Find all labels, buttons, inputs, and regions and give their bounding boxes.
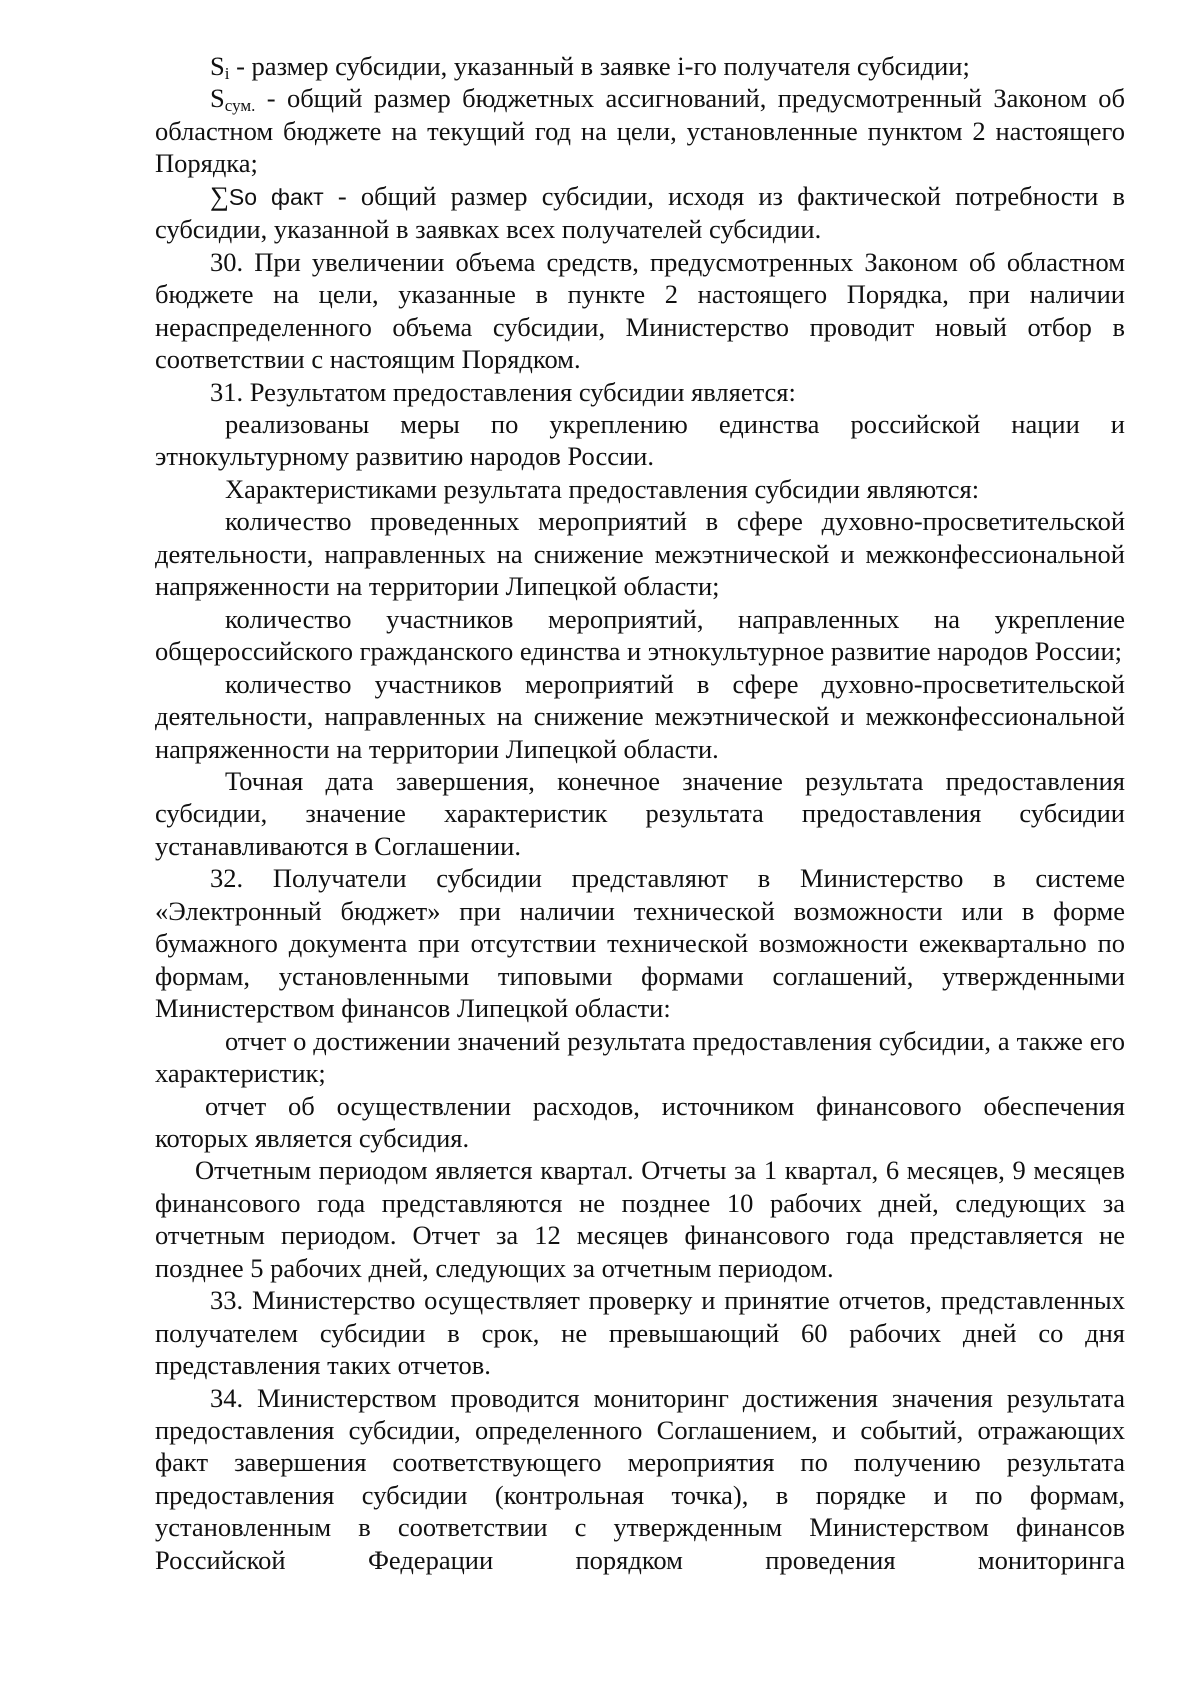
document-page <box>155 50 1125 1576</box>
legend-si <box>155 50 1125 82</box>
legend-sofact <box>155 180 1125 246</box>
si-text: - размер субсидии, указанный в заявке i-го получателя субсидии; <box>229 51 970 81</box>
sofact-symbol: So факт <box>228 183 324 210</box>
paragraph-32-reporting-period: Отчетным периодом является квартал. Отчеты за 1 квартал, 6 месяцев, 9 месяцев финансового года представляются не позднее 10 рабочих дней, следующих за отчетным периодом. Отчет за 12 месяцев финансового года представляется не позднее 5 рабочих дней, следующих за отчетным периодом. <box>155 1155 1125 1283</box>
ssum-subscript: сум. <box>224 96 256 116</box>
paragraph-32: 32. Получатели субсидии представляют в Министерство в системе «Электронный бюджет» при наличии технической возможности или в форме бумажного документа при отсутствии технической возможности ежеквартально по формам, установленными типовыми формами соглашений, утвержденными Министерством финансов Липецкой области: <box>155 863 1125 1024</box>
paragraph-31-characteristic-2: количество участников мероприятий, направленных на укрепление общероссийского гражданского единства и этнокультурное развитие народов России; <box>155 603 1125 667</box>
paragraph-30: 30. При увеличении объема средств, предусмотренных Законом об областном бюджете на цели, указанные в пункте 2 настоящего Порядка, при наличии нераспределенного объема субсидии, Министерство проводит новый отбор в соответствии с настоящим Порядком. <box>155 246 1125 375</box>
ssum-symbol: S <box>210 83 225 114</box>
paragraph-32-report-1: отчет о достижении значений результата предоставления субсидии, а также его характеристик; <box>155 1025 1125 1089</box>
paragraph-31-characteristic-1: количество проведенных мероприятий в сфере духовно-просветительской деятельности, направленных на снижение межэтнической и межконфессиональной напряженности на территории Липецкой области; <box>155 506 1125 602</box>
paragraph-32-report-2: отчет об осуществлении расходов, источником финансового обеспечения которых является субсидия. <box>155 1090 1125 1153</box>
ssum-text: - общий размер бюджетных ассигнований, предусмотренный Законом об областном бюджете на текущий год на цели, установленные пунктом 2 настоящего Порядка; <box>155 83 1125 179</box>
paragraph-31-characteristics-intro: Характеристиками результата предоставления субсидии являются: <box>225 473 980 504</box>
paragraph-31: 31. Результатом предоставления субсидии является: <box>210 376 796 407</box>
paragraph-31-result: реализованы меры по укреплению единства российской нации и этнокультурному развитию народов России. <box>155 408 1125 472</box>
si-symbol: S <box>210 51 225 81</box>
paragraph-34: 34. Министерством проводится мониторинг достижения значения результата предоставления субсидии, определенного Соглашением, и событий, отражающих факт завершения соответствующего мероприятия по получению результата предоставления субсидии (контрольная точка), в порядке и по формам, установленным в соответствии с утвержденным Министерством финансов Российской Федерации порядком проведения мониторинга <box>155 1382 1125 1575</box>
paragraph-31-date: Точная дата завершения, конечное значение результата предоставления субсидии, значение характеристик результата предоставления субсидии устанавливаются в Соглашении. <box>155 765 1125 861</box>
paragraph-31-characteristic-3: количество участников мероприятий в сфере духовно-просветительской деятельности, направленных на снижение межэтнической и межконфессиональной напряженности на территории Липецкой области. <box>155 668 1125 764</box>
paragraph-33: 33. Министерство осуществляет проверку и принятие отчетов, представленных получателем субсидии в срок, не превышающий 60 рабочих дней со дня представления таких отчетов. <box>155 1285 1125 1381</box>
si-subscript: i <box>224 64 230 83</box>
legend-ssum <box>155 82 1125 179</box>
sigma-symbol: ∑ <box>210 180 229 211</box>
sofact-text: - общий размер субсидии, исходя из фактической потребности в субсидии, указанной в заявках всех получателей субсидии. <box>155 180 1126 245</box>
